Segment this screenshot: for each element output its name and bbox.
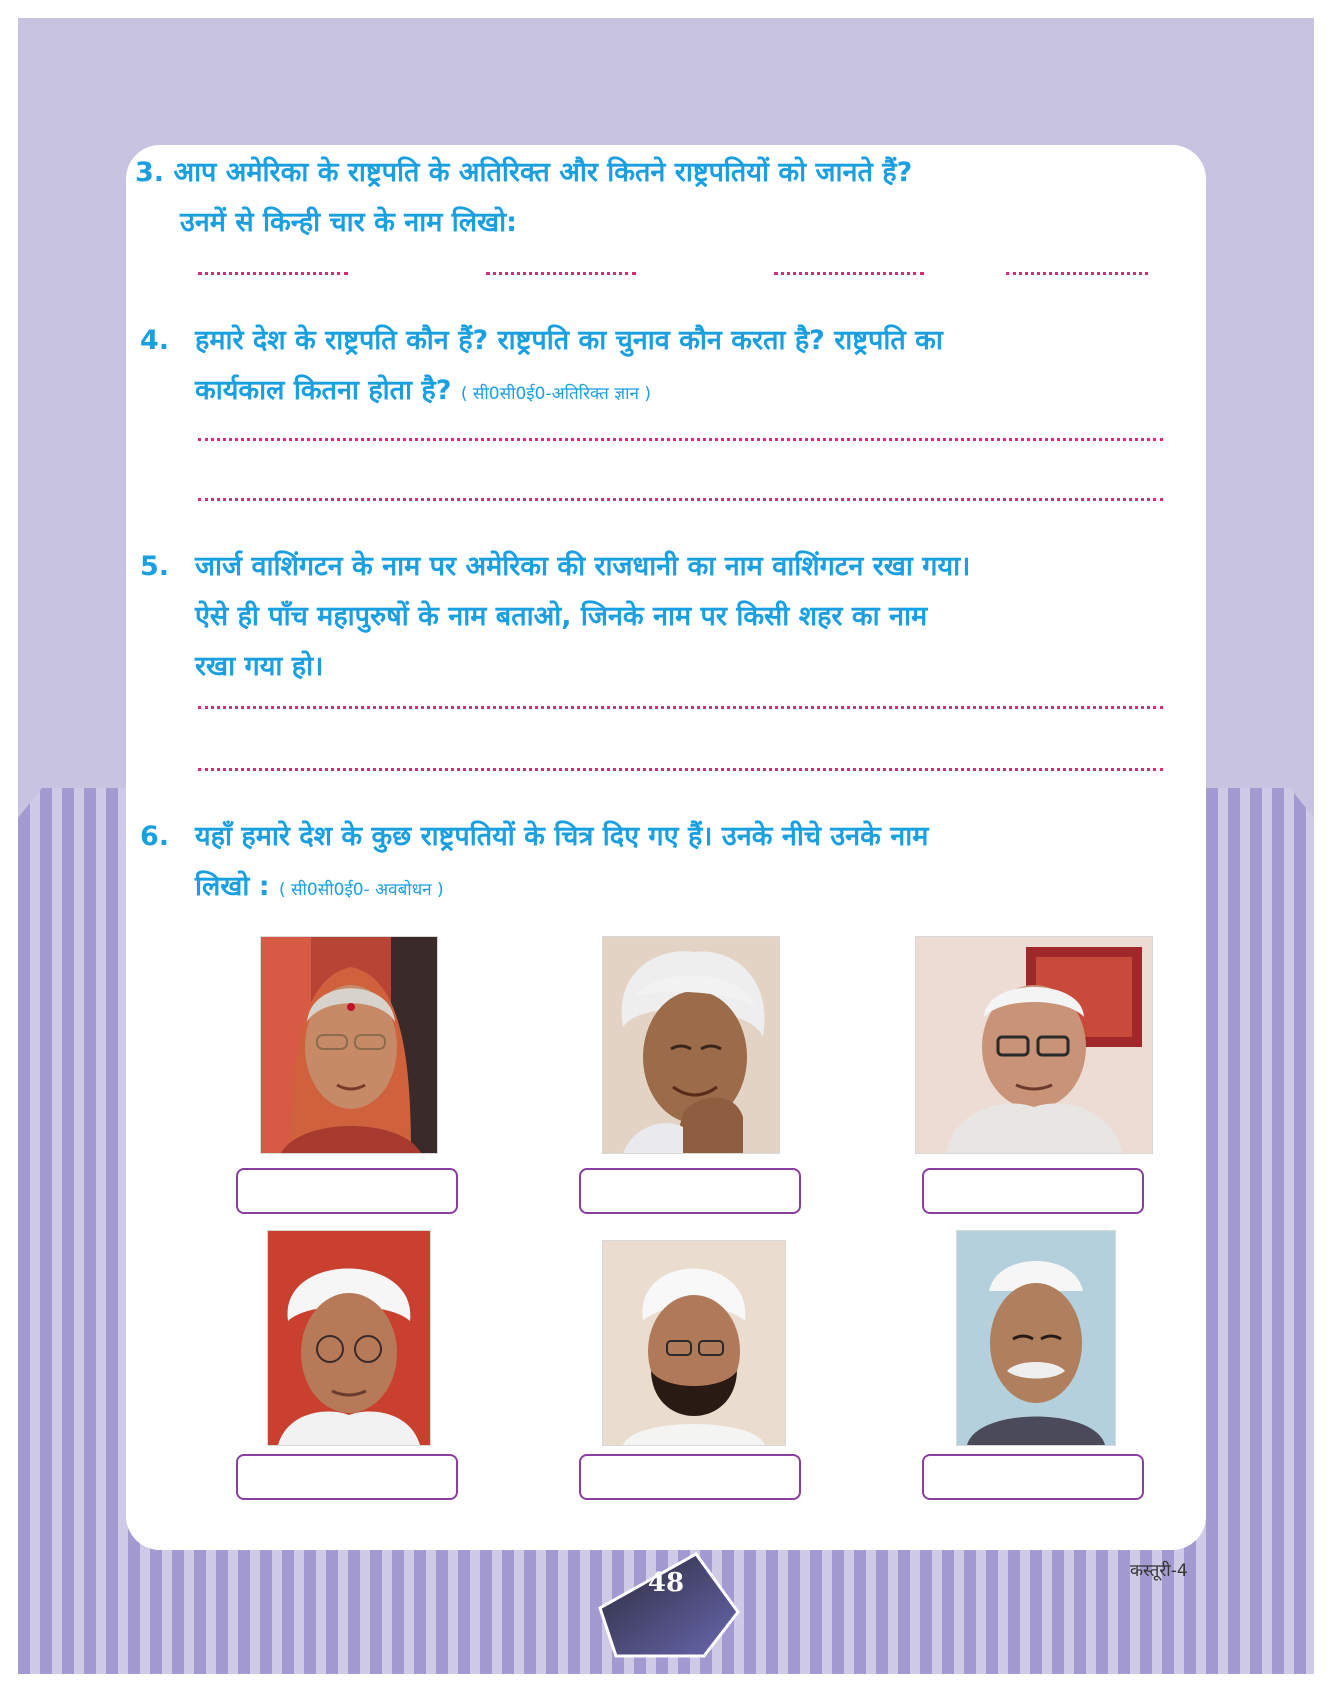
answer-line-3b[interactable]: [486, 272, 636, 275]
answer-line-4b[interactable]: [198, 498, 1163, 501]
question-3: [135, 148, 1190, 248]
answer-line-3c[interactable]: [774, 272, 924, 275]
name-box-3[interactable]: [922, 1168, 1144, 1214]
question-3-number: 3.: [135, 157, 165, 188]
question-6-number: 6.: [140, 821, 170, 852]
question-5-number: 5.: [140, 551, 170, 582]
question-6-note: ( सी0सी0ई0- अवबोधन ): [278, 880, 444, 900]
question-6-line1: यहाँ हमारे देश के कुछ राष्ट्रपतियों के चित्र दिए गए हैं। उनके नीचे उनके नाम: [195, 821, 929, 852]
question-4-line2: कार्यकाल कितना होता है?: [195, 375, 452, 406]
president-portrait-6: [956, 1230, 1116, 1446]
question-6: [140, 812, 1195, 915]
answer-line-3d[interactable]: [1006, 272, 1148, 275]
question-6-line2: लिखो :: [195, 871, 270, 902]
question-3-line1: आप अमेरिका के राष्ट्रपति के अतिरिक्त और कितने राष्ट्रपतियों को जानते हैं?: [173, 157, 913, 188]
name-box-6[interactable]: [922, 1454, 1144, 1500]
question-3-line2: उनमें से किन्ही चार के नाम लिखो:: [180, 207, 517, 238]
name-box-4[interactable]: [236, 1454, 458, 1500]
name-box-1[interactable]: [236, 1168, 458, 1214]
president-portrait-4: [267, 1230, 431, 1446]
name-box-5[interactable]: [579, 1454, 801, 1500]
question-5-line3: रखा गया हो।: [195, 651, 324, 682]
question-4-line1: हमारे देश के राष्ट्रपति कौन हैं? राष्ट्रपति का चुनाव कौन करता है? राष्ट्रपति का: [195, 325, 943, 356]
president-portrait-5: [602, 1240, 786, 1446]
book-name: कस्तूरी-4: [1130, 1561, 1188, 1581]
question-4: [140, 316, 1195, 419]
answer-line-5a[interactable]: [198, 706, 1163, 709]
president-portrait-1: [260, 936, 438, 1154]
president-portrait-3: [915, 936, 1153, 1154]
stripe-corner-left: [18, 718, 98, 818]
answer-line-5b[interactable]: [198, 768, 1163, 771]
name-box-2[interactable]: [579, 1168, 801, 1214]
page-number-badge: [586, 1548, 746, 1660]
page-number: 48: [647, 1568, 685, 1598]
question-5: [140, 542, 1195, 692]
stripe-corner-right: [1234, 718, 1314, 818]
president-portrait-2: [602, 936, 780, 1154]
answer-line-4a[interactable]: [198, 438, 1163, 441]
answer-line-3a[interactable]: [198, 272, 348, 275]
question-5-line1: जार्ज वाशिंगटन के नाम पर अमेरिका की राजधानी का नाम वाशिंगटन रखा गया।: [195, 551, 971, 582]
question-5-line2: ऐसे ही पाँच महापुरुषों के नाम बताओ, जिनके नाम पर किसी शहर का नाम: [195, 601, 928, 632]
question-4-note: ( सी0सी0ई0-अतिरिक्त ज्ञान ): [460, 384, 652, 404]
question-4-number: 4.: [140, 325, 170, 356]
